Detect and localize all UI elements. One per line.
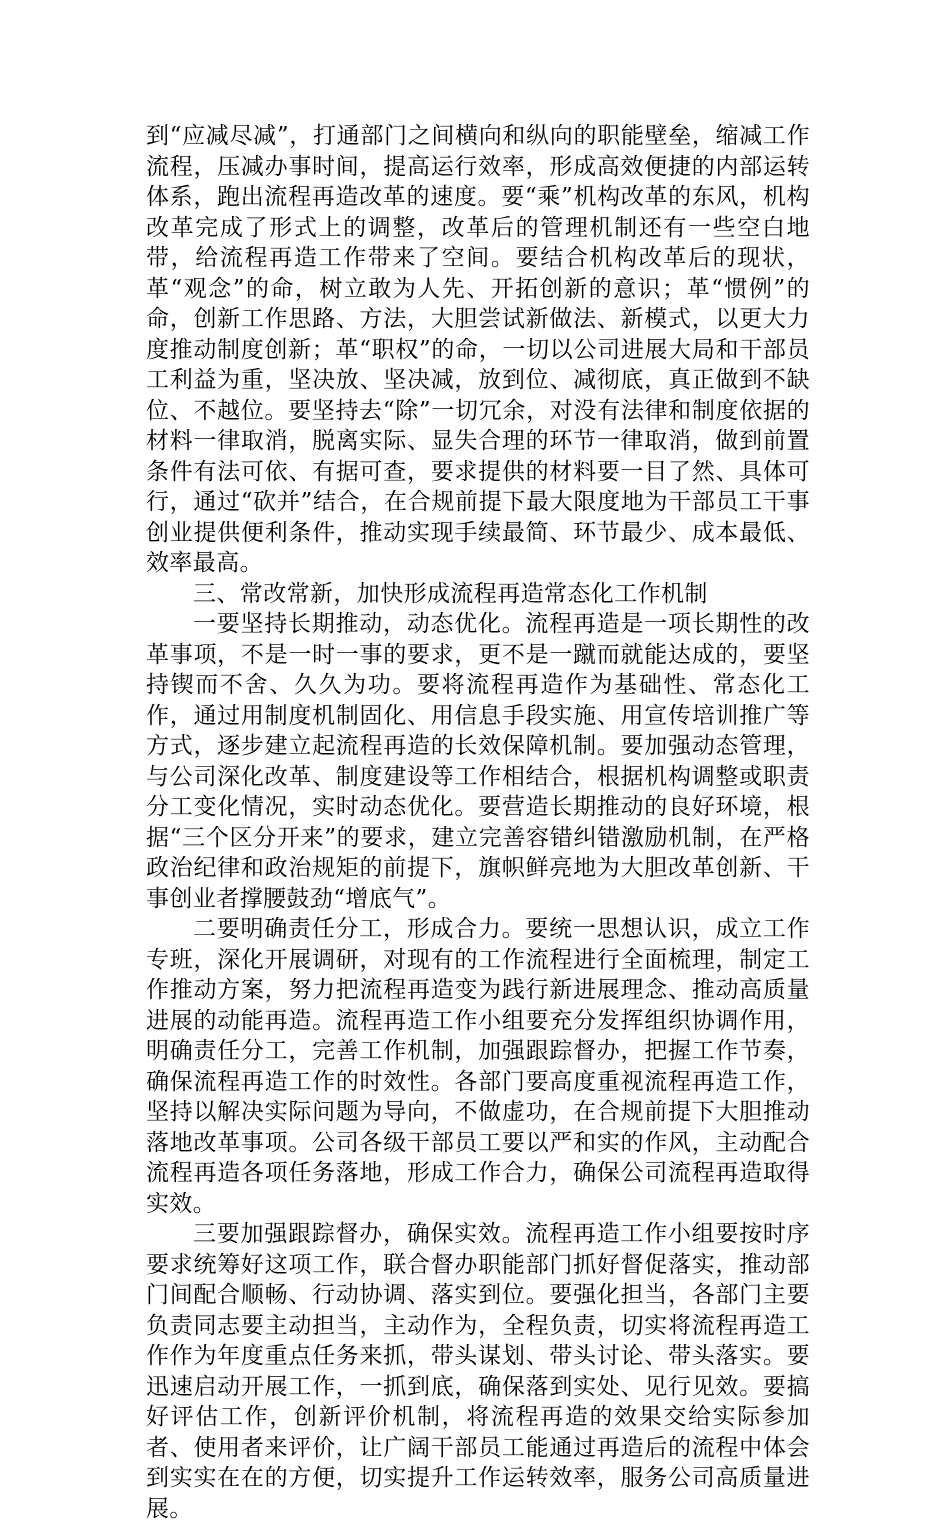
- paragraph-2: 二要明确责任分工，形成合力。要统一思想认识，成立工作专班，深化开展调研，对现有的工作流程进行全面梳理，制定工作推动方案，努力把流程再造变为践行新进展理念、推动高质量进展的动能再造。流程再造工作小组要充分发挥组织协调作用，明确责任分工，完善工作机制，加强跟踪督办，把握工作节奏，确保流程再造工作的时效性。各部门要高度重视流程再造工作，坚持以解决实际问题为导向，不做虚功，在合规前提下大胆推动落地改革事项。公司各级干部员工要以严和实的作风，主动配合流程再造各项任务落地，形成工作合力，确保公司流程再造取得实效。: [146, 916, 810, 1217]
- section-heading: 三、常改常新，加快形成流程再造常态化工作机制: [193, 580, 708, 607]
- paragraph-3: 三要加强跟踪督办，确保实效。流程再造工作小组要按时序要求统筹好这项工作，联合督办职能部门抓好督促落实，推动部门间配合顺畅、行动协调、落实到位。要强化担当，各部门主要负责同志要主动担当，主动作为，全程负责，切实将流程再造工作作为年度重点任务来抓，带头谋划、带头讨论、带头落实。要迅速启动开展工作，一抓到底，确保落到实处、见行见效。要搞好评估工作，创新评价机制，将流程再造的效果交给实际参加者、使用者来评价，让广阔干部员工能通过再造后的流程中体会到实实在在的方便，切实提升工作运转效率，服务公司高质量进展。: [146, 1221, 810, 1522]
- document-body: [146, 121, 810, 1524]
- paragraph-continued: 到“应减尽减”，打通部门之间横向和纵向的职能壁垒，缩减工作流程，压减办事时间，提高运行效率，形成高效便捷的内部运转体系，跑出流程再造改革的速度。要“乘”机构改革的东风，机构改革完成了形式上的调整，改革后的管理机制还有一些空白地带，给流程再造工作带来了空间。要结合机构改革后的现状，革“观念”的命，树立敢为人先、开拓创新的意识；革“惯例”的命，创新工作思路、方法，大胆尝试新做法、新模式，以更大力度推动制度创新；革“职权”的命，一切以公司进展大局和干部员工利益为重，坚决放、坚决减，放到位、减彻底，真正做到不缺位、不越位。要坚持去“除”一切冗余，对没有法律和制度依据的材料一律取消，脱离实际、显失合理的环节一律取消，做到前置条件有法可依、有据可查，要求提供的材料要一目了然、具体可行，通过“砍并”结合，在合规前提下最大限度地为干部员工干事创业提供便利条件，推动实现手续最简、环节最少、成本最低、效率最高。: [146, 123, 810, 576]
- paragraph-1: 一要坚持长期推动，动态优化。流程再造是一项长期性的改革事项，不是一时一事的要求，更不是一蹴而就能达成的，要坚持锲而不舍、久久为功。要将流程再造作为基础性、常态化工作，通过用制度机制固化、用信息手段实施、用宣传培训推广等方式，逐步建立起流程再造的长效保障机制。要加强动态管理，与公司深化改革、制度建设等工作相结合，根据机构调整或职责分工变化情况，实时动态优化。要营造长期推动的良好环境，根据“三个区分开来”的要求，建立完善容错纠错激励机制，在严格政治纪律和政治规矩的前提下，旗帜鲜亮地为大胆改革创新、干事创业者撑腰鼓劲“增底气”。: [146, 611, 810, 912]
